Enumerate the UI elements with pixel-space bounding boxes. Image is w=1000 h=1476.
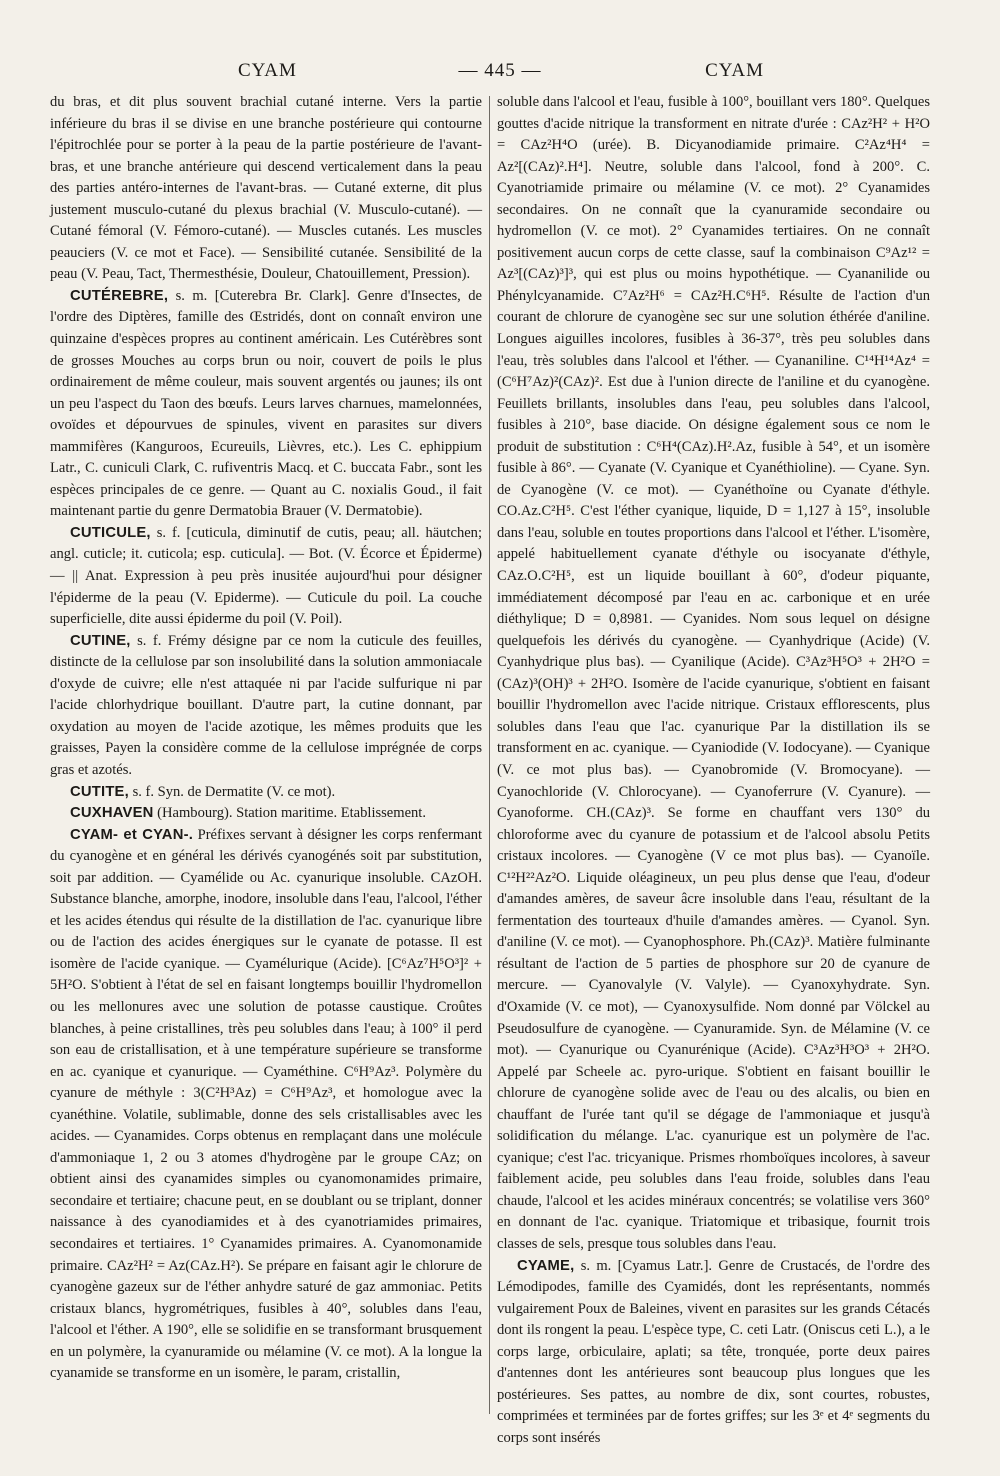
running-head-right: CYAM xyxy=(705,60,764,81)
running-head xyxy=(48,60,952,86)
right-column xyxy=(497,92,930,1446)
headword: CYAM- et CYAN-. xyxy=(70,826,194,843)
entry-continuation: soluble dans l'alcool et l'eau, fusible à 100°, bouillant vers 180°. Quelques gouttes d'acide nitrique la transforment en nitrate d'urée : CAz²H² + H²O = CAz²H⁴O (urée). B. Dicyanodiamide primaire. C²Az⁴H⁴ = Az²[(CAz)².H⁴]. Neutre, soluble dans l'alcool, fond à 200°. C. Cyanotriamide primaire ou mélamine (V. ce mot). 2° Cyanamides secondaires. On ne connaît que la cyanuramide secondaire ou hydromellon (V. ce mot). 2° Cyanamides tertiaires. On ne connaît positivement aucun corps de cette classe, sauf la combinaison C⁹Az¹² = Az³[(CAz)³]³, qui est plus ou moins hypothétique. — Cyananilide ou Phénylcyanamide. C⁷Az²H⁶ = CAz²H.C⁶H⁵. Résulte de l'action d'un courant de chlorure de cyanogène sec sur une solution éthérée d'aniline. Longues aiguilles incolores, fusibles à 36-37°, très peu solubles dans l'eau, très solubles dans l'alcool et l'éther. — Cyananiline. C¹⁴H¹⁴Az⁴ = (C⁶H⁷Az)²(CAz)². Est due à l'union directe de l'aniline et du cyanogène. Feuillets brillants, insolubles dans l'eau, peu solubles dans l'alcool, fusibles à 210°, base diacide. On désigne également sous ce nom le produit de substitution : C⁶H⁴(CAz).H².Az, fusible à 54°, et un isomère fusible à 86°. — Cyanate (V. Cyanique et Cyanéthioline). — Cyane. Syn. de Cyanogène (V. ce mot). — Cyanéthoïne ou Cyanate d'éthyle. CO.Az.C²H⁵. C'est l'éther cyanique, liquide, D = 1,127 à 15°, insoluble dans l'eau, soluble en toutes proportions dans l'alcool et l'éther. L'isomère, appelé habituellement cyanate d'éthyle ou isocyanate d'éthyle, CAz.O.C²H⁵, est un liquide bouillant à 60°, d'odeur piquante, immédiatement décomposé par l'eau en ac. carbonique et en urée diéthylique; D = 0,8981. — Cyanides. Nom sous lequel on désigne quelquefois les dérivés du cyanogène. — Cyanhydrique (Acide) (V. Cyanhydrique plus bas). — Cyanilique (Acide). C³Az³H⁵O³ + 2H²O = (CAz)³(OH)³ + 2H²O. Isomère de l'acide cyanurique, s'obtient en faisant bouillir l'hydromellon avec l'acide nitrique. Cristaux efflorescents, plus solubles dans l'eau que l'ac. cyanurique Par la distillation ils se transforment en ac. cyanique. — Cyaniodide (V. Iodocyane). — Cyanique (V. ce mot plus bas). — Cyanobromide (V. Bromocyane). — Cyanochloride (V. Chlorocyane). — Cyanoferrure (V. Cyanure). — Cyanoforme. CH.(CAz)³. Se forme en chauffant vers 130° du chloroforme avec du cyanure de potassium et de l'alcool absolu Petits cristaux incolores. — Cyanogène (V ce mot plus bas). — Cyanoïle. C¹²H²²Az²O. Liquide oléagineux, un peu plus dense que l'eau, d'odeur d'amandes amères, de saveur âcre insoluble dans l'eau, résultant de la fermentation des tourteaux d'huile d'amandes amères. — Cyanol. Syn. d'aniline (V. ce mot). — Cyanophosphore. Ph.(CAz)³. Matière fulminante résultant de l'action de 5 parties de phosphore sur 20 de cyanure de mercure. — Cyanovalyle (V. Valyle). — Cyanoxyhydrate. Syn. d'Oxamide (V. ce mot), — Cyanoxysulfide. Nom donné par Völckel au Pseudosulfure de cyanogène. — Cyanuramide. Syn. de Mélamine (V. ce mot). — Cyanurique ou Cyanurénique (Acide). C³Az³H³O³ + 2H²O. Appelé par Scheele ac. pyro-urique. S'obtient en faisant bouillir le chlorure de cyanogène solide avec de l'eau ou des alcalis, ou bien en chauffant de l'urée tant qu'il se dégage de l'ammoniaque et jusqu'à solidification du mélange. L'ac. cyanurique est un polymère de l'ac. cyanique; c'est l'ac. tricyanique. Prismes rhomboïques incolores, à saveur faiblement acide, peu solubles dans l'eau froide, solubles dans l'eau chaude, l'alcool et les acides minéraux concentrés; se volatilise vers 360° en donnant de l'ac. cyanique. Triatomique et tribasique, fournit trois classes de sels, presque tous solubles dans l'eau. xyxy=(497,94,930,1252)
entry-cyame: CYAME, s. m. [Cyamus Latr.]. Genre de Crustacés, de l'ordre des Lémodipodes, famille des Cyamidés, dont les représentants, nommés vulgairement Poux de Baleines, vivent en parasites sur les grands Cétacés dont ils rongent la peau. L'espèce type, C. ceti Latr. (Oniscus ceti L.), a le corps large, orbiculaire, aplati; sa tête, tronquée, porte deux paires d'antennes dont les antérieures sont beaucoup plus longues que les postérieures. Ses pattes, au nombre de dix, sont courtes, robustes, comprimées et terminées par de fortes griffes; sur les 3ᵉ et 4ᵉ segments du corps sont insérés xyxy=(497,1257,930,1446)
headword: CUTICULE, xyxy=(70,524,151,541)
headword: CUTITE, xyxy=(70,783,129,800)
entry-cuxhaven: CUXHAVEN (Hambourg). Station maritime. Etablissement. xyxy=(70,805,426,822)
page-number: — 445 — xyxy=(458,60,542,81)
entry-cuterebre: CUTÉREBRE, s. m. [Cuterebra Br. Clark]. Genre d'Insectes, de l'ordre des Diptères, famille des Œstridés, dont on connaît environ une quinzaine d'espèces propres au continent américain. Les Cutérèbres sont de grosses Mouches au corps brun ou noir, couvert de poils le plus ordinairement de même couleur, mais souvent argentés ou jaunes; ils ont un peu l'aspect du Taon des bœufs. Leurs larves charnues, mamelonnées, ovoïdes et dépourvues de spinules, vivent en parasites sur divers mammifères (Kanguroos, Ecureuils, Lièvres, etc.). Les C. ephippium Latr., C. cuniculi Clark, C. rufiventris Macq. et C. buccata Fabr., sont les espèces principales de ce genre. — Quant au C. noxialis Goud., il fait maintenant partie du genre Dermatobia Brauer (V. Dermatobie). xyxy=(50,287,482,520)
headword: CUTÉREBRE, xyxy=(70,287,169,304)
entry-cutite: CUTITE, s. f. Syn. de Dermatite (V. ce mot). xyxy=(70,783,336,800)
entry-cutine: CUTINE, s. f. Frémy désigne par ce nom la cuticule des feuilles, distincte de la cellulose par son insolubilité dans la solution ammoniacale d'oxyde de cuivre; elle n'est attaquée ni par l'acide sulfurique ni par l'acide chlorhydrique bouillant. D'autre part, la cutine donnant, par oxydation au moyen de l'acide azotique, les mêmes produits que les graisses, Payen la considère comme de la cellulose imprégnée de corps gras et azotés. xyxy=(50,632,482,778)
entry-continuation: du bras, et dit plus souvent brachial cutané interne. Vers la partie inférieure du bras il se divise en une branche postérieure qui contourne l'épitrochlée pour se porter à la peau de la partie postérieure de l'avant-bras, et une branche antérieure qui descend verticalement dans la peau des parties antéro-internes de l'avant-bras. — Cutané externe, dit plus justement musculo-cutané du plexus brachial (V. Musculo-cutané). — Cutané fémoral (V. Fémoro-cutané). — Muscles cutanés. Les muscles peauciers (V. ce mot et Face). — Sensibilité cutanée. Sensibilité de la peau (V. Peau, Tact, Thermesthésie, Douleur, Chatouillement, Pression). xyxy=(50,94,482,283)
left-column xyxy=(50,92,482,1417)
headword: CYAME, xyxy=(517,1257,575,1274)
column-divider xyxy=(489,96,490,1414)
headword: CUXHAVEN xyxy=(70,805,154,822)
entry-cyam-cyan: CYAM- et CYAN-. Préfixes servant à désigner les corps renfermant du cyanogène et en général les dérivés cyanogénés soit par substitution, soit par addition. — Cyamélide ou Ac. cyanurique insoluble. CAzOH. Substance blanche, amorphe, inodore, insoluble dans l'eau, l'alcool, l'éther et les acides étendus qui résulte de la distillation de l'ac. cyanurique libre ou de l'action des acides énergiques sur le cyanate de potasse. Il est isomère de l'acide cyanique. — Cyamélurique (Acide). [C⁶Az⁷H⁵O³]² + 5H²O. S'obtient à l'état de sel en faisant longtemps bouillir l'hydromellon ou les mellonures avec une solution de potasse caustique. Croûtes blanches, à peine cristallines, très peu solubles dans l'eau; à 100° il perd son eau de cristallisation, et à une température supérieure se transforme en ac. cyanique et cyanurique. — Cyaméthine. C⁶H⁹Az³. Polymère du cyanure de méthyle : 3(C²H³Az) = C⁶H⁹Az³, et homologue avec la cyanéthine. Volatile, sublimable, donne des sels cristallisables avec les acides. — Cyanamides. Corps obtenus en remplaçant dans une molécule d'ammoniaque 1, 2 ou 3 atomes d'hydrogène par le groupe CAz; on obtient ainsi des cyanamides simples ou cyanomonamides primaire, secondaire et tertiaire; chacune peut, en se doublant ou se triplant, donner naissance à des cyanodiamides et à des cyanotriamides primaires, secondaires et tertiaires. 1° Cyanamides primaires. A. Cyanomonamide primaire. CAz²H² = Az(CAz.H²). Se prépare en faisant agir le chlorure de cyanogène gazeux sur de l'éther anhydre saturé de gaz ammoniac. Petits cristaux blancs, hygrométriques, fusibles à 40°, solubles dans l'eau, l'alcool et l'éther. A 190°, elle se solidifie en se transformant brusquement en un polymère, la cyanuramide ou mélamine (V. ce mot). A la longue la cyanamide se transforme en un isomère, le param, cristallin, xyxy=(50,826,483,1382)
entry-cuticule: CUTICULE, s. f. [cuticula, diminutif de cutis, peau; all. häutchen; angl. cuticle; it. cuticola; esp. cuticula]. — Bot. (V. Écorce et Épiderme) — || Anat. Expression à peu près inusitée aujourd'hui pour désigner l'épiderme de la peau (V. Epiderme). — Cuticule du poil. La couche superficielle, dite aussi épiderme du poil (V. Poil). xyxy=(50,524,482,628)
headword: CUTINE, xyxy=(70,632,131,649)
running-head-left: CYAM xyxy=(238,60,297,81)
